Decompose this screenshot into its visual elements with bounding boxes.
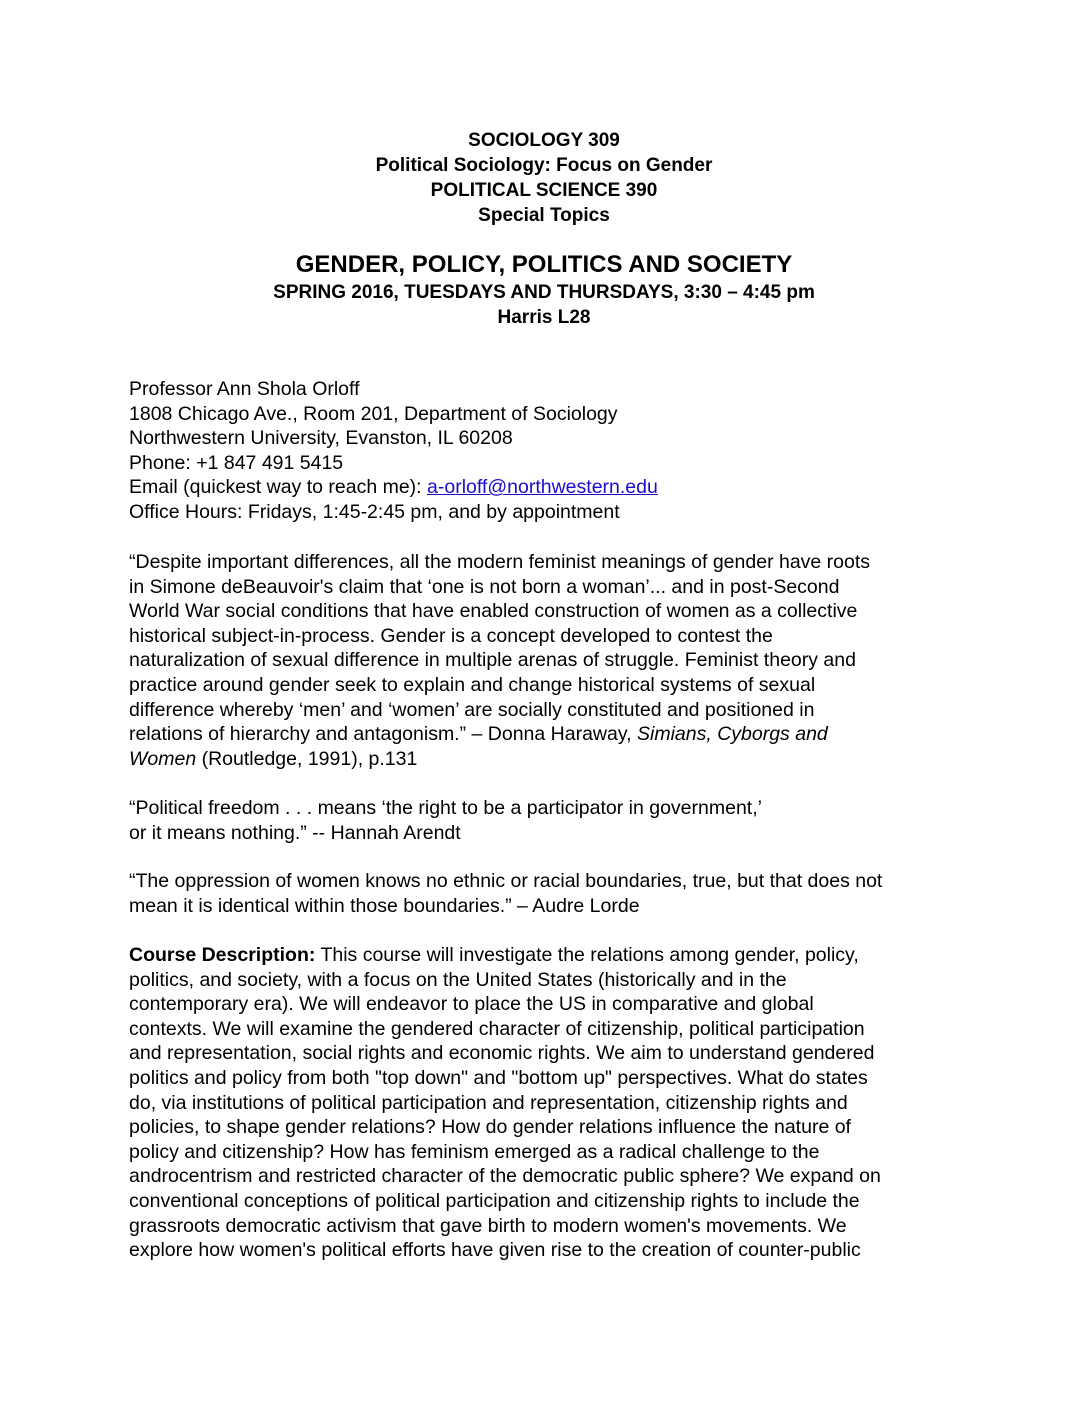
description-line: contemporary era). We will endeavor to place the US in comparative and global [129,993,814,1016]
quote-line: “The oppression of women knows no ethnic or racial boundaries, true, but that does not [129,870,883,892]
office-address: 1808 Chicago Ave., Room 201, Department of Sociology [129,402,618,425]
course-schedule: SPRING 2016, TUESDAYS AND THURSDAYS, 3:30 – 4:45 pm [273,282,815,303]
university-address: Northwestern University, Evanston, IL 60208 [129,427,513,450]
lorde-quote [129,869,959,918]
description-line: contexts. We will examine the gendered character of citizenship, political participation [129,1017,865,1040]
course-room: Harris L28 [497,307,591,328]
description-line: conventional conceptions of political participation and citizenship rights to include the [129,1189,860,1212]
email-label: Email (quickest way to reach me): [129,476,428,499]
quote-line: mean it is identical within those boundaries.” – Audre Lorde [129,894,640,917]
email-link[interactable]: a-orloff@northwestern.edu [427,476,658,499]
quote-line: “Despite important differences, all the modern feminist meanings of gender have roots [129,551,871,573]
quote-line: in Simone deBeauvoir's claim that ‘one is not born a woman’... and in post-Second [129,575,840,598]
section-heading: Course Description: [129,944,316,966]
quote-line [129,722,959,747]
course-header [0,128,1088,228]
description-line [129,943,959,968]
quote-line: World War social conditions that have enabled construction of women as a collective [129,600,858,623]
crosslist-code: POLITICAL SCIENCE 390 [430,180,658,201]
quote-line: historical subject-in-process. Gender is a concept developed to contest the [129,624,773,647]
quote-attribution: relations of hierarchy and antagonism.” – Donna Haraway, [129,723,637,746]
quote-line: “Political freedom . . . means ‘the right to be a participator in government,’ [129,797,762,819]
description-line: policies, to shape gender relations? How do gender relations influence the nature of [129,1116,851,1139]
phone-number: Phone: +1 847 491 5415 [129,451,344,474]
description-text: This course will investigate the relations among gender, policy, [315,944,859,966]
description-line: politics and policy from both "top down" and "bottom up" perspectives. What do states [129,1066,868,1089]
quote-line: naturalization of sexual difference in multiple arenas of struggle. Feminist theory and [129,649,856,672]
course-code: SOCIOLOGY 309 [468,130,620,151]
description-line: and representation, social rights and economic rights. We aim to understand gendered [129,1042,875,1065]
course-title: GENDER, POLICY, POLITICS AND SOCIETY [295,251,793,278]
course-name: Political Sociology: Focus on Gender [375,155,713,176]
quote-line: difference whereby ‘men’ and ‘women’ are socially constituted and positioned in [129,698,815,721]
description-line: grassroots democratic activism that gave birth to modern women's movements. We [129,1214,847,1237]
book-title: Simians, Cyborgs and [637,723,828,746]
description-line: androcentrism and restricted character of the democratic public sphere? We expand on [129,1165,881,1188]
description-line: policy and citizenship? How has feminism emerged as a radical challenge to the [129,1140,820,1163]
haraway-quote [129,550,959,771]
description-line: explore how women's political efforts have given rise to the creation of counter-public [129,1239,861,1262]
professor-name: Professor Ann Shola Orloff [129,378,360,400]
quote-line: or it means nothing.” -- Hannah Arendt [129,821,461,844]
description-line: politics, and society, with a focus on the United States (historically and in the [129,968,787,991]
description-line: do, via institutions of political participation and representation, citizenship rights and [129,1091,848,1114]
crosslist-name: Special Topics [478,205,610,226]
book-citation: (Routledge, 1991), p.131 [196,747,418,770]
contact-info [129,377,959,525]
arendt-quote [129,796,959,845]
office-hours: Office Hours: Fridays, 1:45-2:45 pm, and by appointment [129,500,620,523]
course-description [129,943,959,1263]
course-title-block [0,250,1088,330]
quote-line [129,747,959,772]
email-line [129,475,959,500]
quote-line: practice around gender seek to explain and change historical systems of sexual [129,673,816,696]
book-title-continued: Women [129,747,197,770]
